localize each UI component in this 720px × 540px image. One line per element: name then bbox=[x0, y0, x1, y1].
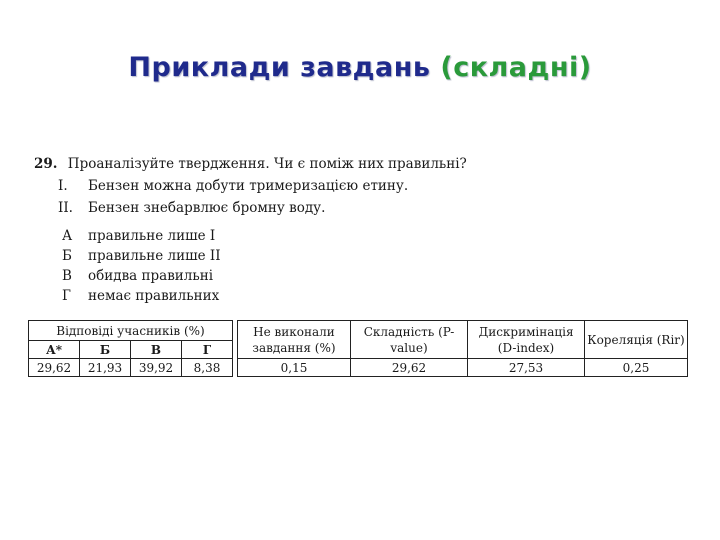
answer-value-b: 21,93 bbox=[80, 359, 131, 377]
statement-1 bbox=[58, 178, 408, 194]
statement-2 bbox=[58, 200, 325, 216]
option-d bbox=[62, 288, 219, 304]
answer-label-a: А* bbox=[29, 341, 80, 359]
title-main: Приклади завдань bbox=[128, 52, 431, 83]
answer-label-b: Б bbox=[80, 341, 131, 359]
option-text: правильне лише ІІ bbox=[88, 248, 221, 264]
answers-header: Відповіді учасників (%) bbox=[29, 321, 233, 341]
statement-text: Бензен знебарвлює бромну воду. bbox=[88, 200, 326, 216]
value-not-done: 0,15 bbox=[238, 359, 351, 377]
option-text: правильне лише І bbox=[88, 228, 216, 244]
option-b bbox=[62, 248, 221, 264]
option-label: А bbox=[62, 228, 73, 244]
header-not-done: Не виконали завдання (%) bbox=[238, 321, 351, 359]
statement-text: Бензен можна добути тримеризацією етину. bbox=[88, 178, 409, 194]
answer-value-d: 8,38 bbox=[182, 359, 233, 377]
option-label: В bbox=[62, 268, 72, 284]
option-text: обидва правильні bbox=[88, 268, 214, 284]
value-correlation: 0,25 bbox=[585, 359, 688, 377]
statement-label: II. bbox=[58, 200, 73, 216]
results-table bbox=[28, 320, 688, 377]
value-difficulty: 29,62 bbox=[351, 359, 468, 377]
statement-label: I. bbox=[58, 178, 68, 194]
answer-value-c: 39,92 bbox=[131, 359, 182, 377]
value-discrimination: 27,53 bbox=[468, 359, 585, 377]
answer-label-d: Г bbox=[182, 341, 233, 359]
title-highlight: (складні) bbox=[440, 52, 592, 83]
option-label: Б bbox=[62, 248, 72, 264]
slide-title bbox=[0, 52, 720, 83]
header-difficulty: Складність (P-value) bbox=[351, 321, 468, 359]
header-discrimination: Дискримінація (D-index) bbox=[468, 321, 585, 359]
option-label: Г bbox=[62, 288, 71, 304]
header-correlation: Кореляція (Rir) bbox=[585, 321, 688, 359]
task-question: Проаналізуйте твердження. Чи є поміж них правильні? bbox=[67, 156, 467, 172]
answer-value-a: 29,62 bbox=[29, 359, 80, 377]
option-a bbox=[62, 228, 215, 244]
task-number: 29. bbox=[34, 156, 58, 172]
option-text: немає правильних bbox=[88, 288, 220, 304]
option-c bbox=[62, 268, 213, 284]
answer-label-c: В bbox=[131, 341, 182, 359]
task-question-line bbox=[34, 156, 467, 172]
